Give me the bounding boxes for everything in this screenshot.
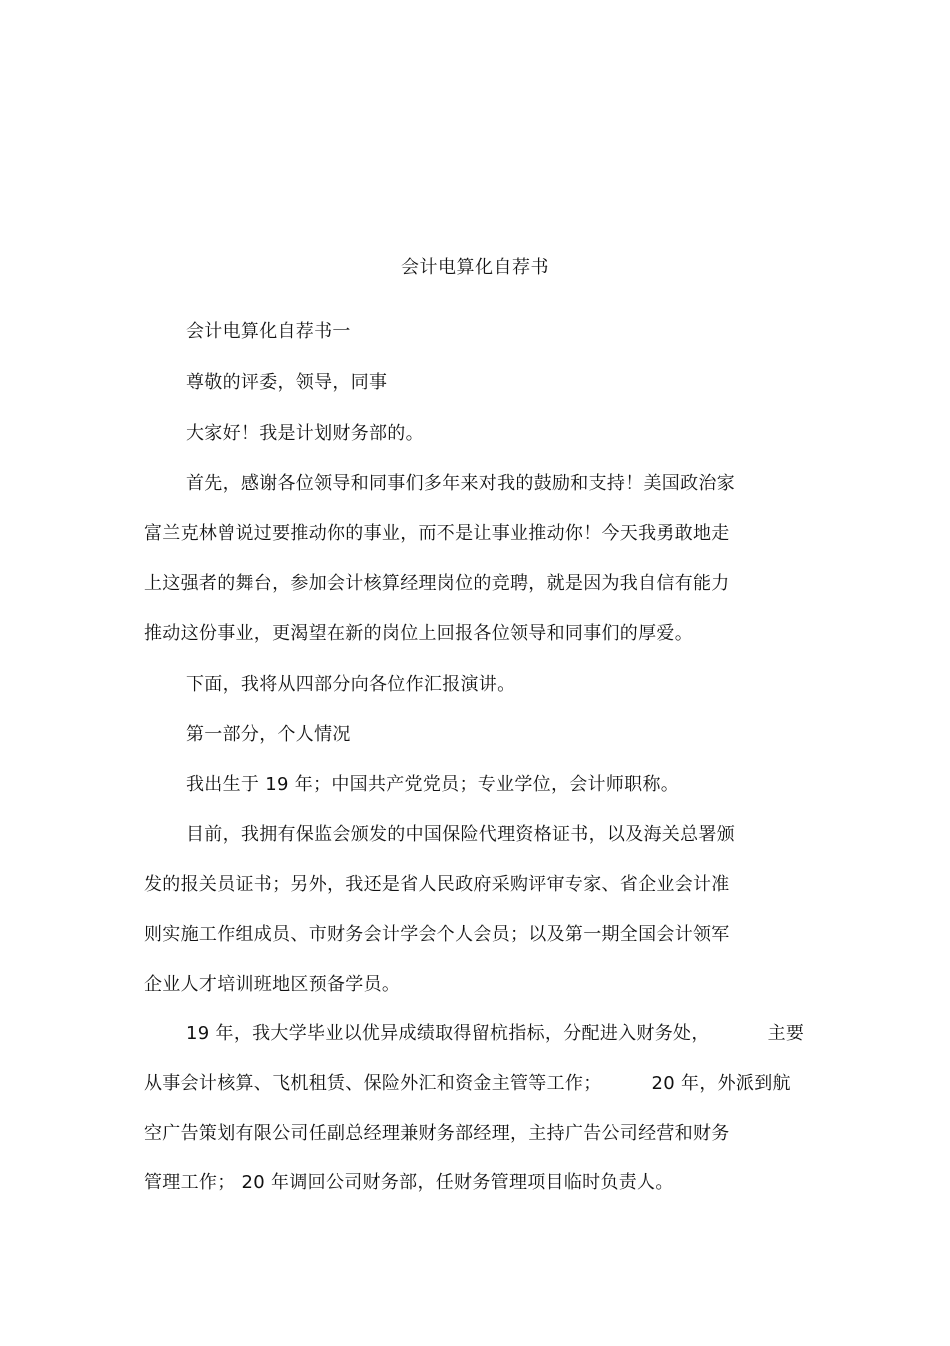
paragraph-line: 空广告策划有限公司任副总经理兼财务部经理，主持广告公司经营和财务	[144, 1123, 730, 1144]
paragraph-line: 则实施工作组成员、市财务会计学会个人会员；以及第一期全国会计领军	[144, 924, 730, 945]
paragraph-line: 富兰克林曾说过要推动你的事业，而不是让事业推动你！今天我勇敢地走	[144, 523, 730, 544]
paragraph-line: 上这强者的舞台，参加会计核算经理岗位的竞聘，就是因为我自信有能力	[144, 573, 730, 594]
paragraph-line: 企业人才培训班地区预备学员。	[144, 974, 401, 995]
paragraph-line: 目前，我拥有保监会颁发的中国保险代理资格证书，以及海关总署颁	[186, 824, 735, 845]
paragraph-line: 管理工作； 20 年调回公司财务部，任财务管理项目临时负责人。	[144, 1172, 674, 1193]
paragraph-line	[186, 1022, 804, 1046]
paragraph-text: 主要	[767, 1023, 805, 1044]
paragraph-line: 下面，我将从四部分向各位作汇报演讲。	[186, 674, 516, 695]
paragraph-text: 19 年，我大学毕业以优异成绩取得留杭指标，分配进入财务处，	[186, 1023, 710, 1044]
paragraph-line: 我出生于 19 年；中国共产党党员；专业学位，会计师职称。	[186, 774, 680, 795]
document-title: 会计电算化自荐书	[401, 257, 549, 278]
paragraph-text: 从事会计核算、飞机租赁、保险外汇和资金主管等工作；	[144, 1073, 602, 1094]
paragraph-line: 推动这份事业，更渴望在新的岗位上回报各位领导和同事们的厚爱。	[144, 623, 693, 644]
salutation: 尊敬的评委，领导，同事	[186, 372, 388, 393]
paragraph-line	[144, 1072, 791, 1096]
paragraph-line: 发的报关员证书；另外，我还是省人民政府采购评审专家、省企业会计准	[144, 874, 730, 895]
greeting: 大家好！我是计划财务部的。	[186, 423, 424, 444]
section-heading: 第一部分，个人情况	[186, 724, 351, 745]
paragraph-text: 20 年，外派到航	[651, 1073, 791, 1094]
paragraph-line: 首先，感谢各位领导和同事们多年来对我的鼓励和支持！美国政治家	[186, 473, 735, 494]
section-heading: 会计电算化自荐书一	[186, 321, 351, 342]
